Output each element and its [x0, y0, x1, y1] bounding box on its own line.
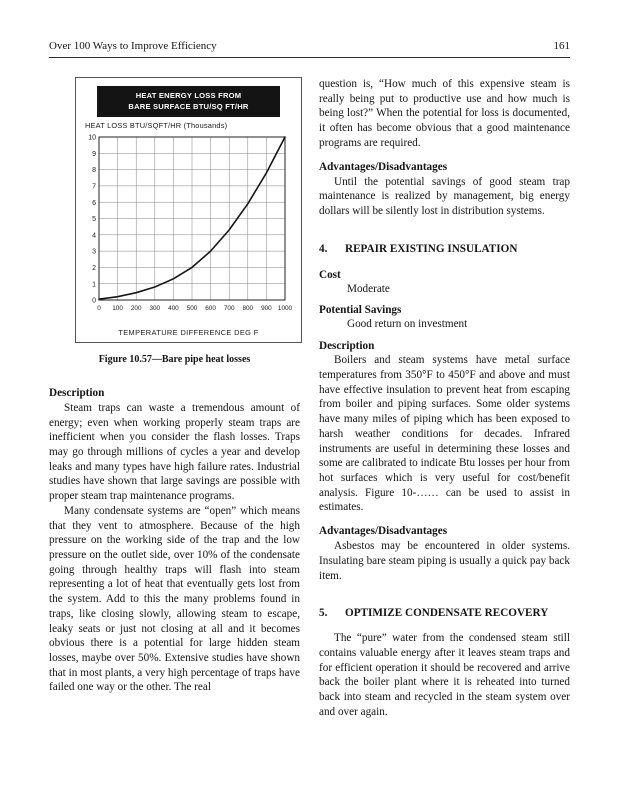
running-title: Over 100 Ways to Improve Efficiency	[49, 40, 217, 52]
svg-text:500: 500	[186, 304, 198, 312]
left-column	[49, 77, 300, 720]
description-heading: Description	[49, 386, 105, 399]
paragraph: Asbestos may be encountered in older systems. Insulating bare steam piping is usually a quick pay back item.	[319, 540, 570, 582]
two-column-layout	[49, 77, 570, 720]
svg-text:5: 5	[92, 215, 96, 223]
section-title: OPTIMIZE CONDENSATE RECOVERY	[345, 607, 549, 620]
section-number: 4.	[319, 242, 328, 255]
section-heading-4	[319, 243, 570, 255]
svg-text:1000: 1000	[277, 304, 293, 312]
svg-text:300: 300	[149, 304, 161, 312]
advantages-heading: Advantages/Disadvantages	[319, 525, 448, 538]
chart-x-axis-label: TEMPERATURE DIFFERENCE DEG F	[118, 327, 259, 337]
svg-text:0: 0	[92, 297, 96, 305]
svg-text:100: 100	[112, 304, 123, 312]
svg-text:600: 600	[205, 304, 216, 312]
figure-title-banner	[97, 86, 280, 117]
potential-savings-heading: Potential Savings	[319, 304, 402, 317]
section-heading-5	[319, 607, 570, 619]
figure-box	[75, 77, 302, 343]
page-header	[49, 40, 570, 58]
paragraph: Steam traps can waste a tremendous amount of energy; even when working properly steam traps are inefficient when you consider the flash losses. Traps may go through millions of cycles a year and develop leaks and many types have high failure rates. Industrial studies have shown that large savings are possible with proper steam trap maintenance programs.	[49, 401, 300, 503]
heat-loss-line-chart	[84, 132, 294, 322]
paragraph: question is, “How much of this expensive steam is really being put to productive use and how much is being lost?” When the potential for loss is documented, it often has become obvious that a good maintenance programs are required.	[319, 78, 570, 149]
svg-text:9: 9	[92, 150, 96, 158]
chart-y-axis-label: HEAT LOSS BTU/SQFT/HR (Thousands)	[85, 120, 228, 130]
svg-text:700: 700	[223, 304, 235, 312]
svg-text:1: 1	[92, 281, 96, 289]
paragraph: Until the potential savings of good steam trap maintenance is realized by management, big energy dollars will be silently lost in distribution systems.	[319, 175, 570, 218]
svg-text:200: 200	[130, 304, 142, 312]
section-title: REPAIR EXISTING INSULATION	[345, 242, 518, 255]
svg-text:6: 6	[92, 199, 96, 207]
svg-text:2: 2	[92, 264, 96, 272]
paragraph: Boilers and steam systems have metal surface temperatures from 350°F to 450°F and above and must have effective insulation to prevent heat from escaping from boiler and piping surfaces. Some older systems have many miles of piping which has been exposed to harsh weather conditions for decades. Infrared instruments are useful in determining these losses and some are calibrated to indicate Btu losses per hour from hot surfaces which is very useful for cost/benefit analysis. Figure 10-…… can be used to assist in estimates.	[319, 354, 570, 514]
cost-heading: Cost	[319, 268, 341, 281]
section-number: 5.	[319, 607, 328, 620]
paragraph: The “pure” water from the condensed steam still contains valuable energy after it leaves steam traps and for efficient operation it should be recovered and arrive back the boiler plant where it is reheated into turned back into steam and recycled in the steam system over and over again.	[319, 632, 570, 718]
potential-savings-value: Good return on investment	[347, 318, 468, 331]
svg-text:0: 0	[97, 304, 101, 312]
description-heading: Description	[319, 340, 375, 353]
svg-text:400: 400	[168, 304, 179, 312]
paragraph: Many condensate systems are “open” which means that they vent to atmosphere. Because of the high pressure on the working side of the trap and the low pressure on the outlet side, over 10% of the condensate going through healthy traps will flash into steam representing a lot of heat that eventually gets lost from the system. Add to this the many problems found in traps, like closing slowly, allowing steam to escape, leaky seats or just not closing at all and it becomes obvious there is a potential for large hidden steam losses, maybe over 50%. Extensive studies have shown that in most plants, a very high percentage of traps have failed one way or the other. The real	[49, 504, 300, 694]
figure-title-line2: BARE SURFACE BTU/SQ FT/HR	[128, 102, 249, 112]
figure-caption: Figure 10.57—Bare pipe heat losses	[98, 353, 251, 365]
svg-text:4: 4	[92, 232, 96, 240]
page-number: 161	[553, 40, 570, 52]
advantages-heading: Advantages/Disadvantages	[319, 160, 448, 173]
svg-text:900: 900	[261, 304, 272, 312]
svg-text:8: 8	[92, 166, 96, 174]
right-column	[319, 77, 570, 720]
svg-text:3: 3	[92, 248, 96, 256]
svg-text:10: 10	[88, 134, 96, 142]
svg-text:7: 7	[92, 183, 96, 191]
figure-title-line1: HEAT ENERGY LOSS FROM	[135, 91, 242, 100]
svg-text:800: 800	[242, 304, 254, 312]
cost-value: Moderate	[347, 282, 390, 295]
